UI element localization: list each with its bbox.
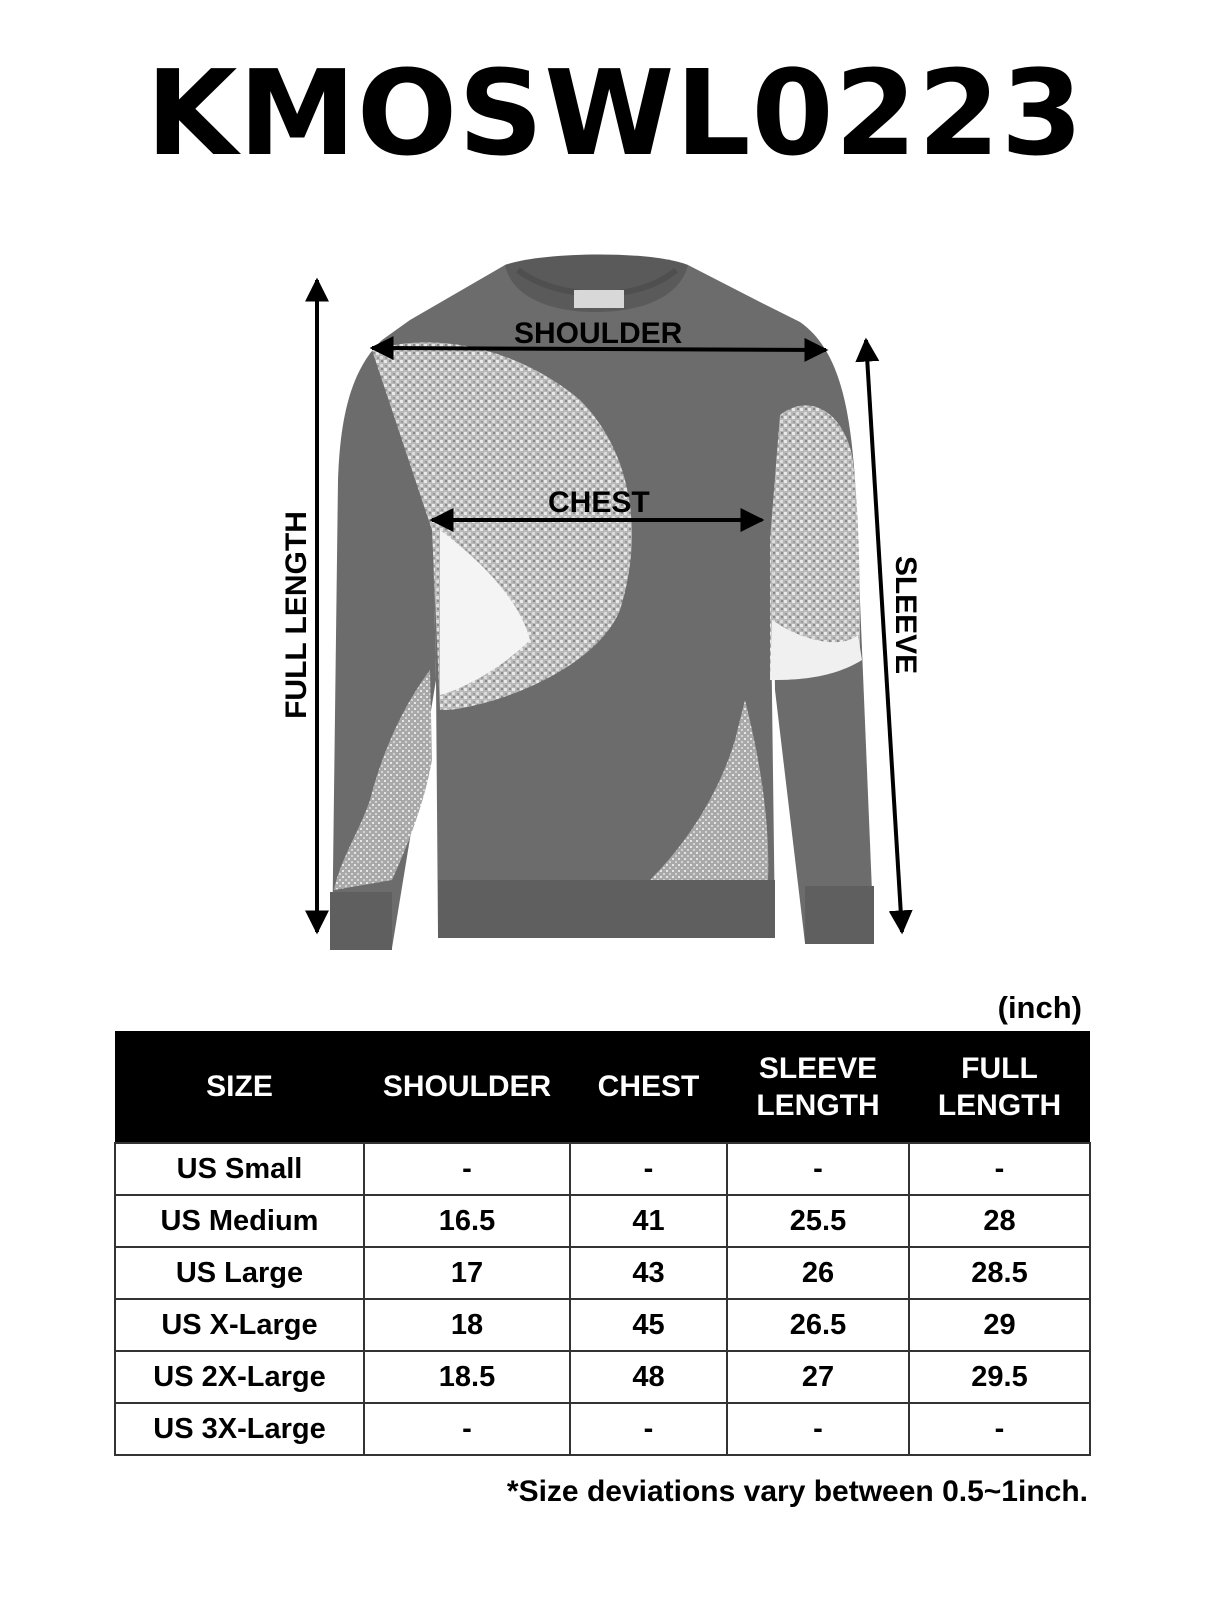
product-code-title: KMOSWL0223	[146, 44, 1084, 182]
size-deviation-note: *Size deviations vary between 0.5~1inch.	[506, 1475, 1088, 1508]
cell-chest: -	[570, 1403, 727, 1455]
cell-full: -	[909, 1403, 1090, 1455]
shoulder-label: SHOULDER	[514, 317, 683, 350]
cell-shoulder: 18	[364, 1299, 570, 1351]
table-row	[115, 1247, 1090, 1299]
cell-chest: 43	[570, 1247, 727, 1299]
header-sleeve-length	[727, 1031, 909, 1143]
cell-sleeve: 26	[727, 1247, 909, 1299]
size-chart-table	[114, 1031, 1091, 1456]
label-tag	[574, 290, 624, 308]
table-row	[115, 1351, 1090, 1403]
cell-size: US X-Large	[115, 1299, 364, 1351]
table-row	[115, 1299, 1090, 1351]
header-chest: CHEST	[570, 1031, 727, 1143]
left-cuff	[330, 892, 392, 950]
cell-size: US Large	[115, 1247, 364, 1299]
sweater-diagram	[0, 240, 1230, 970]
cell-sleeve: 26.5	[727, 1299, 909, 1351]
cell-sleeve: 25.5	[727, 1195, 909, 1247]
cell-size: US Small	[115, 1143, 364, 1195]
cell-shoulder: 18.5	[364, 1351, 570, 1403]
cell-full: 29.5	[909, 1351, 1090, 1403]
sleeve-label: SLEEVE	[889, 555, 922, 675]
cell-sleeve: 27	[727, 1351, 909, 1403]
cell-chest: -	[570, 1143, 727, 1195]
cell-size: US 3X-Large	[115, 1403, 364, 1455]
header-shoulder: SHOULDER	[364, 1031, 570, 1143]
cell-full: -	[909, 1143, 1090, 1195]
full-length-label: FULL LENGTH	[280, 511, 313, 719]
chest-label: CHEST	[548, 486, 650, 519]
header-full-line2: LENGTH	[937, 1088, 1062, 1122]
table-row	[115, 1143, 1090, 1195]
table-header-row	[115, 1031, 1090, 1143]
header-full-length	[909, 1031, 1090, 1143]
header-size: SIZE	[115, 1031, 364, 1143]
right-cuff	[805, 886, 874, 944]
cell-shoulder: 16.5	[364, 1195, 570, 1247]
cell-size: US Medium	[115, 1195, 364, 1247]
table-row	[115, 1403, 1090, 1455]
cell-full: 28.5	[909, 1247, 1090, 1299]
cell-chest: 41	[570, 1195, 727, 1247]
cell-full: 28	[909, 1195, 1090, 1247]
unit-label: (inch)	[997, 990, 1082, 1025]
cell-shoulder: -	[364, 1143, 570, 1195]
cell-shoulder: 17	[364, 1247, 570, 1299]
cell-size: US 2X-Large	[115, 1351, 364, 1403]
cell-sleeve: -	[727, 1403, 909, 1455]
cell-full: 29	[909, 1299, 1090, 1351]
header-sleeve-line2: LENGTH	[756, 1088, 880, 1122]
cell-chest: 48	[570, 1351, 727, 1403]
cell-sleeve: -	[727, 1143, 909, 1195]
cell-shoulder: -	[364, 1403, 570, 1455]
header-full-line1: FULL	[961, 1051, 1038, 1085]
cell-chest: 45	[570, 1299, 727, 1351]
header-sleeve-line1: SLEEVE	[758, 1051, 878, 1085]
table-row	[115, 1195, 1090, 1247]
bottom-hem	[438, 880, 775, 938]
